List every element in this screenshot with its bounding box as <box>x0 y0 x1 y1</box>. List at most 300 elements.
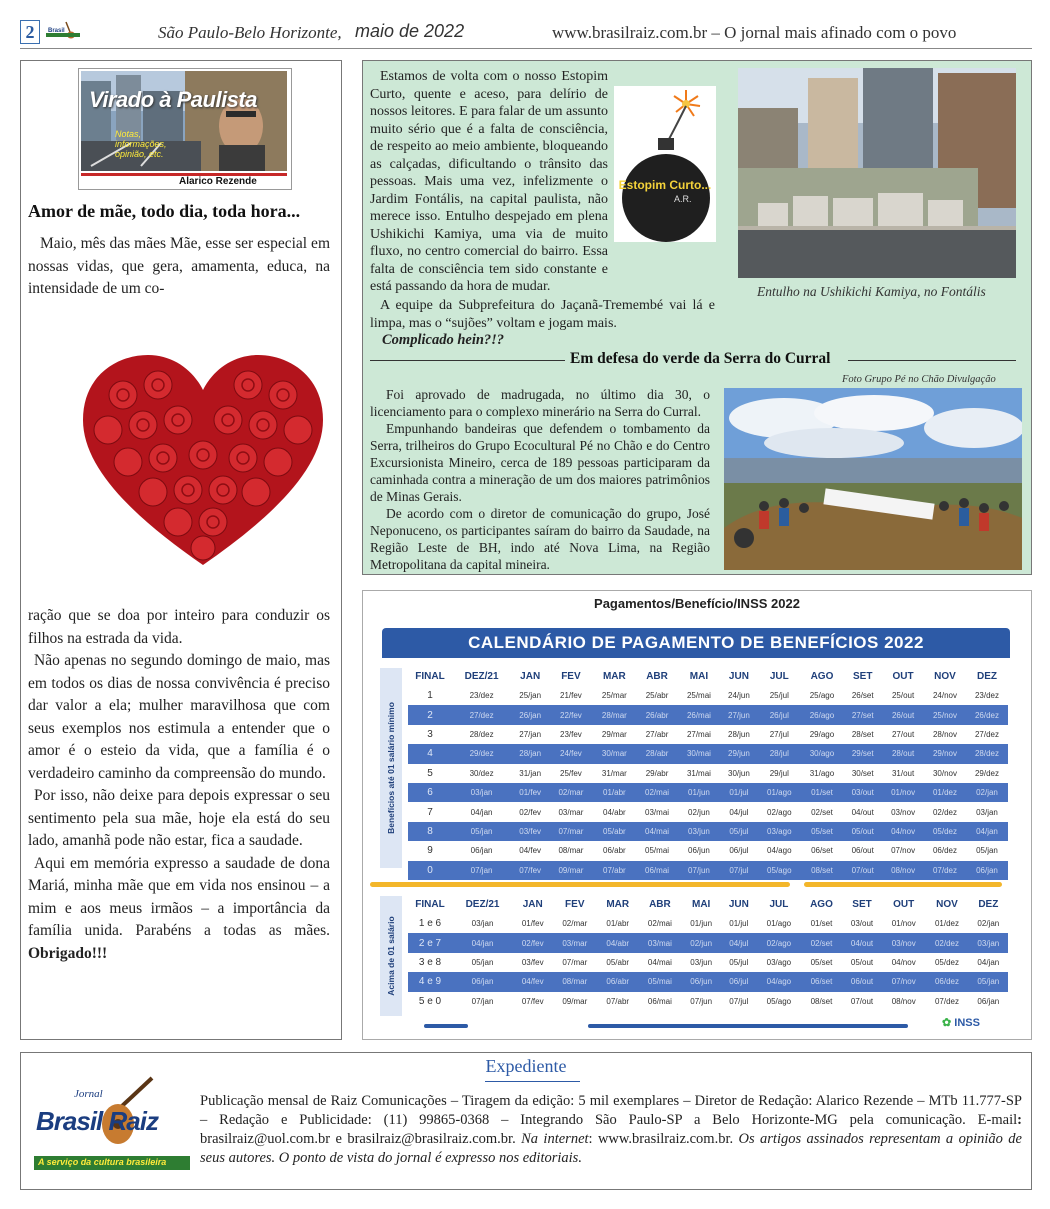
calendar-column-header: JAN <box>522 898 543 910</box>
calendar-table-above-minimum <box>408 894 1008 1011</box>
article-title: Amor de mãe, todo dia, toda hora... <box>28 201 301 221</box>
calendar-date-cell: 05/abr <box>606 957 630 967</box>
calendar-date-cell: 03/jan <box>969 933 1008 952</box>
calendar-date-cell: 04/ago <box>757 972 801 991</box>
side-label-1-text: Benefícios até 01 salário mínimo <box>386 702 396 834</box>
calendar-row <box>408 822 1008 841</box>
article-line-1: ração que se doa por inteiro para conduzir os filhos na estrada da vida. <box>28 607 330 647</box>
calendar-row <box>408 861 1008 880</box>
calendar-date-cell: 30/ago <box>801 744 844 763</box>
calendar-date-cell: 29/jun <box>720 744 758 763</box>
calendar-date-cell: 07/jul <box>729 996 749 1006</box>
calendar-date-cell: 04/jan <box>470 807 493 817</box>
calendar-column-header: FEV <box>565 898 585 910</box>
calendar-column-header: DEZ/21 <box>464 670 499 682</box>
calendar-date-cell: 05/dez <box>924 822 966 841</box>
calendar-date-cell: 08/nov <box>882 861 924 880</box>
calendar-final-digit: 6 <box>408 783 452 802</box>
estopim-logo <box>614 86 716 242</box>
calendar-date-cell: 06/jul <box>729 846 749 856</box>
svg-text:Brasil: Brasil <box>48 28 65 34</box>
expediente-text <box>200 1092 1022 1168</box>
calendar-date-cell: 08/set <box>810 996 833 1006</box>
calendar-date-cell: 05/set <box>801 822 844 841</box>
header-site-slogan[interactable]: www.brasilraiz.com.br – O jornal mais afinado com o povo <box>552 23 957 42</box>
calendar-date-cell: 05/jul <box>720 822 758 841</box>
calendar-final-digit: 0 <box>408 861 452 880</box>
calendar-date-cell: 01/ago <box>758 783 801 802</box>
calendar-date-cell: 05/ago <box>766 996 792 1006</box>
calendar-date-cell: 23/fev <box>560 729 582 739</box>
calendar-date-cell: 06/out <box>851 846 874 856</box>
calendar-column-header: DEZ/21 <box>465 898 500 910</box>
calendar-date-cell: 01/set <box>810 919 833 929</box>
inss-logo-icon: ✿ <box>942 1017 952 1029</box>
calendar-date-cell: 01/fev <box>511 783 549 802</box>
article-line-2: Não apenas no segundo domingo de maio, mas em todos os dias de nossa convivência é preciso dar valor a ela; mulher maravilhosa que com seus exemplos nos estimula a entender que o amor é o esteio da vida, que a família é o verdadeiro caminho da compreensão do mundo. <box>28 652 330 782</box>
calendar-date-cell: 25/mar <box>601 691 627 701</box>
calendar-column-header: OUT <box>893 898 915 910</box>
calendar-date-cell: 07/mar <box>562 957 588 967</box>
calendar-final-digit: 5 <box>427 767 433 779</box>
calendar-date-cell: 24/nov <box>932 691 958 701</box>
calendar-date-cell: 28/dez <box>469 729 494 739</box>
calendar-date-cell: 06/jul <box>721 972 757 991</box>
calendar-column-header: MAI <box>691 898 711 910</box>
calendar-date-cell: 04/out <box>851 807 874 817</box>
calendar-date-cell: 02/jun <box>682 933 721 952</box>
column-banner <box>78 68 292 190</box>
calendar-date-cell: 01/fev <box>521 919 544 929</box>
calendar-date-cell: 28/dez <box>966 744 1008 763</box>
calendar-date-cell: 02/dez <box>925 933 968 952</box>
calendar-date-cell: 03/jan <box>471 919 494 929</box>
calendar-date-cell: 05/dez <box>934 957 960 967</box>
calendar-row <box>408 783 1008 802</box>
calendar-final-digit: 8 <box>408 822 452 841</box>
calendar-date-cell: 28/jan <box>511 744 549 763</box>
calendar-date-cell: 21/fev <box>560 691 582 701</box>
serra-paragraph-2: Empunhando bandeiras que defendem o tombamento da Serra, trilheiros do Grupo Ecocultural Pé no Chão e do Centro Excursionista Mineiro, cerca de 189 pessoas participaram da caminhada contra a mineração de um dos maiores patrimônios de Minas Gerais. <box>370 421 710 504</box>
calendar-date-cell: 29/set <box>843 744 882 763</box>
calendar-row <box>408 686 1008 705</box>
estopim-text-2: A equipe da Subprefeitura do Jaçanã-Tremembé vai lá e limpa, mas o “sujões” voltam e jogam mais. <box>370 298 715 331</box>
calendar-date-cell: 04/jul <box>721 933 757 952</box>
calendar-footer-bar-1 <box>424 1024 468 1028</box>
calendar-column-header: FEV <box>561 670 581 682</box>
calendar-column-header: JUL <box>769 670 789 682</box>
calendar-date-cell: 26/set <box>851 691 874 701</box>
calendar-date-cell: 02/ago <box>767 807 792 817</box>
serra-photo-credit: Foto Grupo Pé no Chão Divulgação <box>842 374 996 385</box>
calendar-date-cell: 27/set <box>843 705 882 724</box>
calendar-date-cell: 08/mar <box>552 972 597 991</box>
calendar-date-cell: 03/jan <box>976 807 998 817</box>
calendar-date-cell: 05/mai <box>638 972 681 991</box>
expediente-title: Expediente <box>485 1056 567 1076</box>
calendar-column-header: AGO <box>810 670 834 682</box>
serra-group-photo <box>724 388 1022 570</box>
calendar-header-row <box>408 894 1008 914</box>
calendar-date-cell: 26/ago <box>801 705 844 724</box>
expediente-text-part: Na internet <box>521 1131 589 1147</box>
calendar-date-cell: 03/mai <box>638 933 681 952</box>
calendar-date-cell: 28/set <box>851 729 874 739</box>
calendar-date-cell: 06/jan <box>977 996 1000 1006</box>
calendar-column-header: SET <box>852 898 872 910</box>
calendar-date-cell: 02/mar <box>562 919 588 929</box>
calendar-date-cell: 05/mai <box>645 846 670 856</box>
calendar-final-digit: 1 <box>427 690 433 702</box>
calendar-row <box>408 705 1008 724</box>
calendar-row <box>408 914 1008 933</box>
calendar-column-header: SET <box>852 670 873 682</box>
calendar-final-digit: 3 e 8 <box>418 956 442 968</box>
calendar-date-cell: 30/dez <box>469 768 494 778</box>
page-number: 2 <box>20 20 40 44</box>
calendar-date-cell: 03/ago <box>766 957 792 967</box>
calendar-row <box>408 802 1008 821</box>
rose-heart-image <box>78 350 328 575</box>
calendar-column-header: ABR <box>649 898 671 910</box>
calendar-date-cell: 26/jul <box>758 705 801 724</box>
calendar-date-cell: 06/dez <box>932 846 958 856</box>
calendar-date-cell: 06/jun <box>688 846 710 856</box>
calendar-date-cell: 25/abr <box>645 691 669 701</box>
calendar-date-cell: 08/set <box>801 861 844 880</box>
expediente-text-part: Publicação mensal de Raiz Comunicações – Tiragem da edição: 5 mil exemplares – Diretor de Redação: Alarico Rezende – MTb 11.777-SP – Redação e Publicidade: (11) 99865-0368 – Integrando São Paulo-SP a Belo Horizonte-MG pela comunicação. E-mail <box>200 1093 1022 1128</box>
calendar-date-cell: 07/abr <box>606 996 630 1006</box>
serra-text <box>370 372 710 573</box>
calendar-date-cell: 01/ago <box>766 919 792 929</box>
calendar-divider-gold-1 <box>370 882 790 887</box>
calendar-date-cell: 09/mar <box>562 996 588 1006</box>
calendar-date-cell: 28/jun <box>728 729 750 739</box>
calendar-final-digit: 9 <box>427 845 433 857</box>
calendar-date-cell: 02/ago <box>757 933 801 952</box>
calendar-date-cell: 06/abr <box>603 846 626 856</box>
calendar-date-cell: 06/jan <box>452 972 513 991</box>
calendar-date-cell: 04/nov <box>891 957 916 967</box>
calendar-date-cell: 28/mar <box>593 705 636 724</box>
calendar-date-cell: 03/mai <box>645 807 670 817</box>
calendar-date-cell: 06/abr <box>597 972 638 991</box>
calendar-date-cell: 05/jan <box>452 822 511 841</box>
calendar-date-cell: 04/ago <box>767 846 792 856</box>
calendar-date-cell: 04/fev <box>513 972 552 991</box>
calendar-date-cell: 04/jul <box>729 807 749 817</box>
calendar-column-header: FINAL <box>415 670 445 682</box>
calendar-date-cell: 01/abr <box>593 783 636 802</box>
calendar-date-cell: 06/set <box>801 972 842 991</box>
calendar-date-cell: 04/jan <box>977 957 1000 967</box>
calendar-date-cell: 29/nov <box>924 744 966 763</box>
calendar-date-cell: 03/ago <box>758 822 801 841</box>
calendar-date-cell: 03/nov <box>891 807 916 817</box>
calendar-column-header: MAI <box>689 670 709 682</box>
calendar-date-cell: 02/set <box>801 933 842 952</box>
calendar-date-cell: 07/dez <box>924 861 966 880</box>
article-line-4-text: Aqui em memória expresso a saudade de dona Mariá, minha mãe que em vida nos ensinou – a mim e aos meus irmãos – a importância da família unida. Parabéns a todas as mães. <box>28 854 330 939</box>
calendar-date-cell: 28/nov <box>932 729 958 739</box>
logo-top-text: Jornal <box>74 1088 103 1100</box>
banner-title: Virado à Paulista <box>89 87 257 112</box>
calendar-side-label-2 <box>380 896 402 1016</box>
calendar-date-cell: 02/jun <box>688 807 710 817</box>
calendar-date-cell: 28/abr <box>636 744 678 763</box>
calendar-date-cell: 31/ago <box>809 768 835 778</box>
estopim-logo-sign: A.R. <box>674 194 692 204</box>
calendar-date-cell: 06/dez <box>925 972 968 991</box>
expediente-text-part: : www.brasilraiz.com.br. <box>588 1131 739 1147</box>
calendar-date-cell: 04/fev <box>519 846 542 856</box>
calendar-date-cell: 26/out <box>882 705 924 724</box>
calendar-date-cell: 03/out <box>850 919 874 929</box>
calendar-date-cell: 24/fev <box>549 744 592 763</box>
calendar-date-cell: 25/mai <box>686 691 711 701</box>
calendar-column-header: MAR <box>602 670 626 682</box>
banner-subtitle: Notas, informações, opinião, etc. <box>115 129 167 159</box>
calendar-date-cell: 30/set <box>851 768 874 778</box>
entulho-photo-caption: Entulho na Ushikichi Kamiya, no Fontális <box>757 284 986 299</box>
calendar-date-cell: 25/nov <box>924 705 966 724</box>
calendar-column-header: JUL <box>769 898 789 910</box>
expediente-text-part: brasilraiz@uol.com.br e brasilraiz@brasilraiz.com.br. <box>200 1131 522 1147</box>
calendar-date-cell: 26/mai <box>678 705 720 724</box>
calendar-date-cell: 04/out <box>842 933 882 952</box>
calendar-date-cell: 02/jan <box>977 919 1000 929</box>
article-paragraph-2 <box>28 605 330 965</box>
calendar-date-cell: 05/ago <box>758 861 801 880</box>
calendar-date-cell: 05/set <box>810 957 833 967</box>
calendar-date-cell: 05/abr <box>593 822 636 841</box>
estopim-closing: Complicado hein?!? <box>382 332 505 348</box>
calendar-date-cell: 08/nov <box>891 996 916 1006</box>
calendar-date-cell: 03/jun <box>690 957 713 967</box>
calendar-date-cell: 01/nov <box>891 919 916 929</box>
calendar-column-header: NOV <box>936 898 958 910</box>
calendar-date-cell: 04/mai <box>647 957 672 967</box>
article-closing: Obrigado!!! <box>28 944 108 962</box>
calendar-final-digit: 4 <box>408 744 452 763</box>
header-rule <box>20 48 1032 49</box>
calendar-column-header: AGO <box>810 898 833 910</box>
calendar-date-cell: 07/jun <box>690 996 713 1006</box>
calendar-date-cell: 01/jul <box>720 783 758 802</box>
calendar-date-cell: 07/nov <box>882 972 925 991</box>
calendar-date-cell: 29/ago <box>809 729 835 739</box>
calendar-final-digit: 2 <box>408 705 452 724</box>
calendar-date-cell: 03/fev <box>511 822 549 841</box>
calendar-row <box>408 972 1008 991</box>
calendar-date-cell: 02/mai <box>647 919 672 929</box>
header-cities: São Paulo-Belo Horizonte, <box>158 23 342 42</box>
calendar-date-cell: 28/jul <box>758 744 801 763</box>
serra-title-rule-left <box>370 360 565 361</box>
inss-calendar-caption: Pagamentos/Benefício/INSS 2022 <box>594 596 800 611</box>
page-header <box>0 0 1050 50</box>
calendar-date-cell: 07/fev <box>521 996 544 1006</box>
newspaper-logo-icon <box>44 20 82 42</box>
serra-title-rule-right <box>848 360 1016 361</box>
calendar-date-cell: 25/jan <box>519 691 542 701</box>
calendar-date-cell: 22/fev <box>549 705 592 724</box>
calendar-row <box>408 841 1008 860</box>
expediente-text-part: : <box>1017 1112 1022 1128</box>
calendar-final-digit: 4 e 9 <box>408 972 452 991</box>
banner-author: Alarico Rezende <box>179 176 257 187</box>
calendar-date-cell: 26/dez <box>966 705 1008 724</box>
article-line-3: Por isso, não deixe para depois expressar o seu sentimento pela sua mãe, hoje ela está do seu lado, amanhã pode não estar, fica a saudade. <box>28 787 330 849</box>
calendar-date-cell: 07/nov <box>891 846 916 856</box>
calendar-date-cell: 01/set <box>801 783 844 802</box>
calendar-row <box>408 725 1008 744</box>
calendar-date-cell: 02/mai <box>636 783 678 802</box>
calendar-date-cell: 30/nov <box>932 768 958 778</box>
calendar-date-cell: 01/abr <box>606 919 630 929</box>
inss-logo-text: INSS <box>954 1017 980 1029</box>
calendar-date-cell: 04/jan <box>452 933 513 952</box>
calendar-footer-bar-2 <box>588 1024 908 1028</box>
calendar-date-cell: 07/jun <box>678 861 720 880</box>
calendar-date-cell: 25/fev <box>560 768 582 778</box>
calendar-date-cell: 01/nov <box>882 783 924 802</box>
calendar-date-cell: 23/dez <box>469 691 494 701</box>
calendar-column-header: ABR <box>646 670 668 682</box>
calendar-table-minimum <box>408 666 1008 880</box>
calendar-final-digit: 7 <box>427 806 433 818</box>
calendar-banner: CALENDÁRIO DE PAGAMENTO DE BENEFÍCIOS 2022 <box>382 628 1010 658</box>
calendar-date-cell: 06/mai <box>647 996 672 1006</box>
calendar-side-label-1 <box>380 668 402 868</box>
calendar-date-cell: 27/dez <box>974 729 999 739</box>
logo-tagline: A serviço da cultura brasileira <box>38 1157 167 1167</box>
calendar-column-header: JUN <box>728 670 749 682</box>
calendar-column-header: NOV <box>934 670 956 682</box>
serra-title: Em defesa do verde da Serra do Curral <box>570 350 831 367</box>
calendar-date-cell: 03/mar <box>552 933 597 952</box>
calendar-column-header: JAN <box>520 670 541 682</box>
calendar-date-cell: 05/out <box>850 957 874 967</box>
calendar-date-cell: 31/jan <box>519 768 542 778</box>
calendar-date-cell: 03/fev <box>521 957 544 967</box>
calendar-header-row <box>408 666 1008 686</box>
calendar-date-cell: 07/fev <box>511 861 549 880</box>
calendar-date-cell: 05/jan <box>471 957 494 967</box>
calendar-date-cell: 07/out <box>843 861 882 880</box>
calendar-date-cell: 29/mar <box>601 729 627 739</box>
calendar-date-cell: 29/jul <box>769 768 789 778</box>
calendar-date-cell: 25/out <box>891 691 915 701</box>
calendar-date-cell: 04/nov <box>882 822 924 841</box>
calendar-row <box>408 933 1008 952</box>
calendar-date-cell: 05/jan <box>969 972 1008 991</box>
expediente-text-part: Os artigos assinados representam a opinião de seus autores. O ponto de vista do jornal é expresso nos editoriais. <box>200 1131 1022 1166</box>
calendar-date-cell: 30/jun <box>728 768 750 778</box>
calendar-date-cell: 08/mar <box>558 846 584 856</box>
calendar-date-cell: 02/fev <box>519 807 542 817</box>
article-paragraph-1: Maio, mês das mães Mãe, esse ser especial em nossas vidas, que gera, amamenta, educa, na intensidade de um co- <box>28 235 330 297</box>
entulho-street-photo <box>738 68 1016 278</box>
calendar-date-cell: 03/mar <box>558 807 584 817</box>
calendar-date-cell: 27/abr <box>645 729 669 739</box>
side-label-2-text: Acima de 01 salário <box>386 916 396 996</box>
calendar-date-cell: 01/jun <box>678 783 720 802</box>
calendar-date-cell: 03/out <box>843 783 882 802</box>
expediente-title-underline <box>485 1081 580 1082</box>
calendar-final-digit: 1 e 6 <box>418 918 442 930</box>
calendar-date-cell: 31/mai <box>686 768 711 778</box>
calendar-date-cell: 06/jan <box>470 846 493 856</box>
calendar-date-cell: 09/mar <box>549 861 592 880</box>
brasil-raiz-logo <box>34 1076 190 1170</box>
calendar-date-cell: 04/abr <box>603 807 626 817</box>
estopim-logo-title: Estopim Curto... <box>618 178 712 192</box>
calendar-date-cell: 02/dez <box>932 807 958 817</box>
serra-paragraph-1: Foi aprovado de madrugada, no último dia 30, o licenciamento para o complexo minerário na Serra do Curral. <box>370 387 710 419</box>
calendar-date-cell: 29/dez <box>452 744 511 763</box>
calendar-date-cell: 04/abr <box>597 933 638 952</box>
calendar-date-cell: 27/out <box>891 729 915 739</box>
calendar-date-cell: 02/jan <box>966 783 1008 802</box>
calendar-date-cell: 07/mar <box>549 822 592 841</box>
calendar-date-cell: 03/jun <box>678 822 720 841</box>
calendar-column-header: DEZ <box>978 898 999 910</box>
calendar-date-cell: 29/dez <box>974 768 999 778</box>
calendar-date-cell: 25/jul <box>769 691 789 701</box>
calendar-date-cell: 01/jul <box>729 919 749 929</box>
calendar-date-cell: 25/ago <box>809 691 835 701</box>
calendar-date-cell: 06/jan <box>966 861 1008 880</box>
calendar-column-header: MAR <box>606 898 630 910</box>
calendar-date-cell: 31/mar <box>601 768 627 778</box>
calendar-date-cell: 02/set <box>811 807 833 817</box>
calendar-row <box>408 764 1008 783</box>
calendar-date-cell: 28/out <box>882 744 924 763</box>
calendar-column-header: DEZ <box>976 670 997 682</box>
calendar-column-header: JUN <box>728 898 749 910</box>
calendar-date-cell: 23/dez <box>974 691 999 701</box>
calendar-date-cell: 05/out <box>843 822 882 841</box>
calendar-date-cell: 04/jan <box>966 822 1008 841</box>
calendar-date-cell: 01/jun <box>690 919 713 929</box>
calendar-date-cell: 06/out <box>842 972 882 991</box>
calendar-date-cell: 03/nov <box>882 933 925 952</box>
calendar-date-cell: 06/jun <box>682 972 721 991</box>
calendar-final-digit: 2 e 7 <box>408 933 452 952</box>
article-line-4 <box>28 853 330 966</box>
calendar-divider-gold-2 <box>804 882 1002 887</box>
calendar-date-cell: 07/dez <box>934 996 960 1006</box>
calendar-date-cell: 26/jan <box>511 705 549 724</box>
calendar-column-header: OUT <box>892 670 914 682</box>
calendar-date-cell: 07/jul <box>720 861 758 880</box>
calendar-date-cell: 29/abr <box>645 768 669 778</box>
serra-paragraph-3: De acordo com o diretor de comunicação do grupo, José Neponuceno, os participantes saíram do bairro da Saudade, na Região Leste de BH, indo até Nova Lima, na Região Metropolitana da capital mineira. <box>370 506 710 572</box>
calendar-date-cell: 26/abr <box>636 705 678 724</box>
calendar-date-cell: 27/jan <box>519 729 542 739</box>
calendar-date-cell: 05/jan <box>976 846 998 856</box>
calendar-date-cell: 03/jan <box>452 783 511 802</box>
calendar-date-cell: 02/mar <box>549 783 592 802</box>
calendar-date-cell: 27/jun <box>720 705 758 724</box>
calendar-row <box>408 744 1008 763</box>
calendar-date-cell: 02/fev <box>513 933 552 952</box>
logo-main-text: Brasil Raiz <box>36 1106 158 1136</box>
header-date: maio de 2022 <box>355 21 465 41</box>
calendar-final-digit: 5 e 0 <box>418 995 442 1007</box>
calendar-column-header: FINAL <box>415 898 445 910</box>
